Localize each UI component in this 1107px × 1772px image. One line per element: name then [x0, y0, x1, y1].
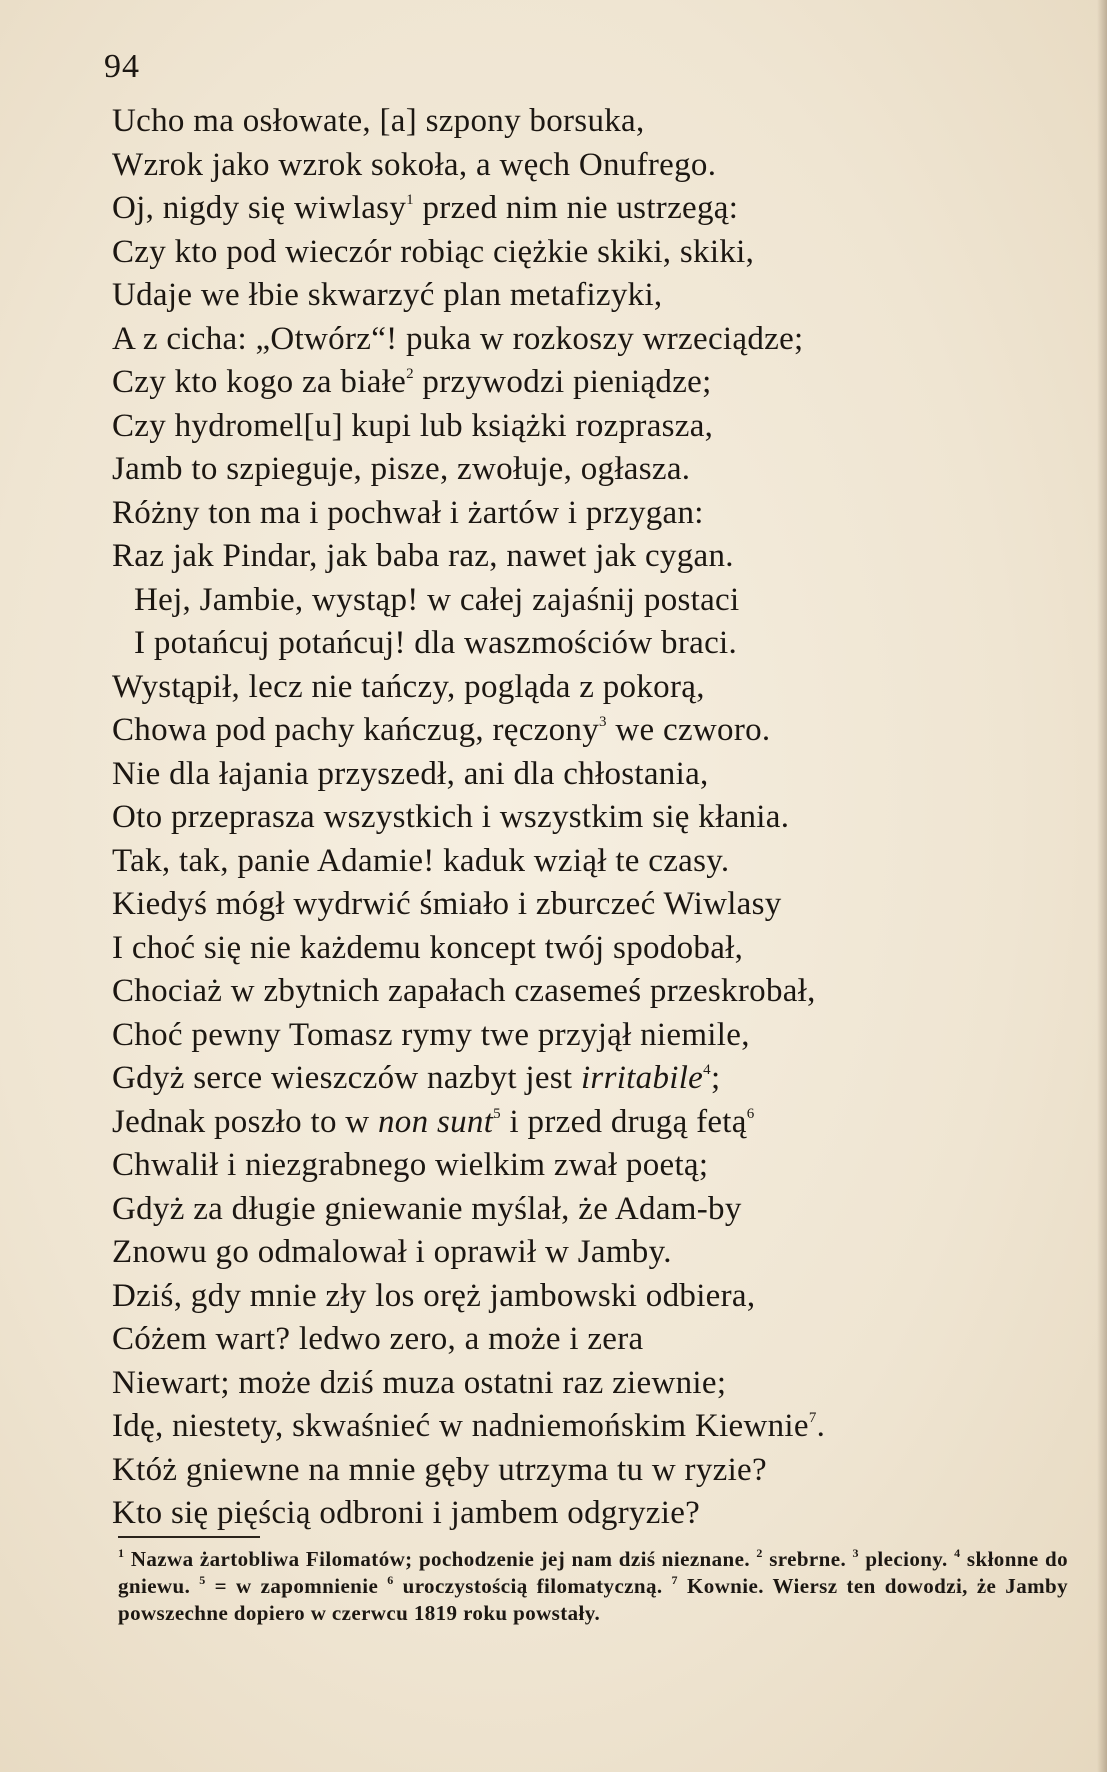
footnote-number: 7: [671, 1573, 678, 1587]
verse-text: Oto przeprasza wszystkich i wszystkim się kłania.: [112, 799, 790, 835]
footnote-text: uroczystością filomatyczną.: [402, 1574, 663, 1598]
verse-text: ;: [710, 1060, 721, 1096]
verse-text: Wystąpił, lecz nie tańczy, pogląda z pokorą,: [112, 668, 705, 705]
verse-text: Udaje we łbie skwarzyć plan metafizyki,: [112, 277, 663, 313]
verse-line: [112, 448, 1072, 492]
verse-line: [112, 492, 1072, 536]
verse-text: Nie dla łajania przyszedł, ani dla chłostania,: [112, 755, 709, 792]
footnote-item: [853, 1547, 955, 1571]
verse-line: [112, 187, 1072, 231]
italic-phrase: non sunt: [378, 1103, 494, 1140]
footnote-text: srebrne.: [769, 1547, 847, 1571]
verse-text: Gdyż serce wieszczów nazbyt jest: [112, 1060, 581, 1096]
verse-text: I choć się nie każdemu koncept twój spodobał,: [112, 929, 744, 966]
verse-text: Czy hydromel[u] kupi lub książki rozprasza,: [112, 407, 714, 444]
verse-text: Jamb to szpieguje, pisze, zwołuje, ogłasza.: [112, 451, 691, 487]
footnote-divider: [118, 1536, 260, 1538]
footnote-marker: 7: [808, 1410, 817, 1426]
verse-line: [112, 666, 1072, 710]
verse-text: Hej, Jambie, wystąp! w całej zajaśnij postaci: [134, 581, 740, 618]
verse-text: Dziś, gdy mnie zły los oręż jambowski odbiera,: [112, 1277, 756, 1314]
verse-text: Gdyż za długie gniewanie myślał, że Adam-by: [112, 1190, 742, 1227]
verse-line: [112, 1231, 1072, 1275]
verse-line: [112, 1492, 1072, 1536]
footnote-item: [199, 1574, 387, 1598]
verse-line: [112, 361, 1072, 405]
footnote-text: pleciony.: [865, 1547, 948, 1571]
verse-text: Idę, niestety, skwaśnieć w nadniemońskim Kiewnie: [112, 1408, 809, 1444]
footnote-marker: 2: [406, 366, 414, 382]
verse-line: [112, 753, 1072, 797]
verse-text: Kto się pięścią odbroni i jambem odgryzie?: [112, 1495, 701, 1531]
verse-text: Ucho ma osłowate, [a] szpony borsuka,: [112, 103, 645, 139]
verse-line: [112, 796, 1072, 840]
italic-phrase: irritabile: [580, 1060, 704, 1096]
footnote-item: [118, 1547, 756, 1571]
footnotes: [118, 1546, 1068, 1627]
verse-line: [112, 1101, 1072, 1145]
verse-line: [112, 970, 1072, 1014]
verse-text: A z cicha: „Otwórz“! puka w rozkoszy wrzeciądze;: [112, 320, 804, 357]
verse-text: Znowu go odmalował i oprawił w Jamby.: [112, 1234, 672, 1270]
verse-line: [112, 622, 1072, 666]
verse-text: Któż gniewne na mnie gęby utrzyma tu w ryzie?: [112, 1451, 767, 1488]
verse-line: [112, 1275, 1072, 1319]
verse-text: Różny ton ma i pochwał i żartów i przygan:: [112, 494, 704, 531]
page-number: 94: [104, 48, 140, 85]
footnote-number: 3: [852, 1546, 859, 1560]
verse-text: we czworo.: [606, 712, 771, 748]
verse-line: [112, 927, 1072, 971]
verse-line: [112, 100, 1072, 144]
verse-line: [112, 1188, 1072, 1232]
verse-text: Chwalił i niezgrabnego wielkim zwał poetą;: [112, 1147, 709, 1183]
footnote-marker: 1: [406, 192, 414, 208]
verse-text: Chociaż w zbytnich zapałach czasemeś przeskrobał,: [112, 973, 816, 1009]
footnote-number: 6: [387, 1573, 394, 1587]
verse-text: przed nim nie ustrzegą:: [413, 190, 739, 226]
verse-text: Chowa pod pachy kańczug, ręczony: [112, 712, 600, 748]
footnote-marker: 4: [703, 1062, 711, 1078]
verse-line: [112, 1057, 1072, 1101]
page-edge-shadow: [1097, 0, 1107, 1772]
verse-line: [112, 1449, 1072, 1493]
verse-line: [112, 1318, 1072, 1362]
footnote-item: [756, 1547, 852, 1571]
verse-line: [112, 1405, 1072, 1449]
footnote-text: = w zapomnienie: [214, 1574, 379, 1598]
verse-line: [112, 231, 1072, 275]
verse-text: Oj, nigdy się wiwlasy: [112, 190, 407, 226]
verse-text: Cóżem wart? ledwo zero, a może i zera: [112, 1321, 644, 1357]
verse-text: Tak, tak, panie Adamie! kaduk wziął te czasy.: [112, 842, 730, 879]
verse-line: [112, 535, 1072, 579]
verse-line: [112, 579, 1072, 623]
verse-line: [112, 274, 1072, 318]
verse-line: [112, 405, 1072, 449]
verse-text: Niewart; może dziś muza ostatni raz ziewnie;: [112, 1364, 727, 1401]
footnote-number: 4: [954, 1546, 961, 1560]
verse-line: [112, 1144, 1072, 1188]
verse-text: I potańcuj potańcuj! dla waszmościów braci.: [134, 625, 738, 661]
footnote-text: skłonne do gniewu.: [118, 1547, 1068, 1598]
verse-text: .: [816, 1408, 826, 1444]
footnote-number: 2: [756, 1546, 763, 1560]
footnote-number: 5: [199, 1573, 206, 1587]
footnote-text: Kownie. Wiersz ten dowodzi, że Jamby powszechne dopiero w czerwcu 1819 roku powstały.: [118, 1574, 1068, 1625]
footnote-item: [387, 1574, 671, 1598]
verse-text: Choć pewny Tomasz rymy twe przyjął niemile,: [112, 1016, 750, 1053]
verse-line: [112, 144, 1072, 188]
verse-line: [112, 318, 1072, 362]
poem-verse: [112, 100, 1072, 1536]
footnote-marker: 6: [746, 1105, 755, 1122]
verse-text: Kiedyś mógł wydrwić śmiało i zburczeć Wiwlasy: [112, 886, 782, 922]
verse-line: [112, 883, 1072, 927]
footnote-marker: 3: [599, 714, 607, 730]
verse-text: Wzrok jako wzrok sokoła, a węch Onufrego.: [112, 146, 717, 183]
verse-line: [112, 1362, 1072, 1406]
verse-line: [112, 709, 1072, 753]
verse-text: Raz jak Pindar, jak baba raz, nawet jak cygan.: [112, 538, 734, 574]
footnote-marker: 5: [493, 1105, 501, 1122]
footnote-number: 1: [118, 1546, 125, 1560]
verse-text: Jednak poszło to w: [112, 1103, 378, 1140]
verse-text: i przed drugą fetą: [500, 1103, 747, 1140]
verse-text: przywodzi pieniądze;: [413, 364, 712, 400]
verse-line: [112, 840, 1072, 884]
footnote-text: Nazwa żartobliwa Filomatów; pochodzenie jej nam dziś nieznane.: [130, 1547, 750, 1571]
verse-text: Czy kto kogo za białe: [112, 364, 407, 400]
verse-text: Czy kto pod wieczór robiąc ciężkie skiki, skiki,: [112, 233, 755, 270]
verse-line: [112, 1014, 1072, 1058]
